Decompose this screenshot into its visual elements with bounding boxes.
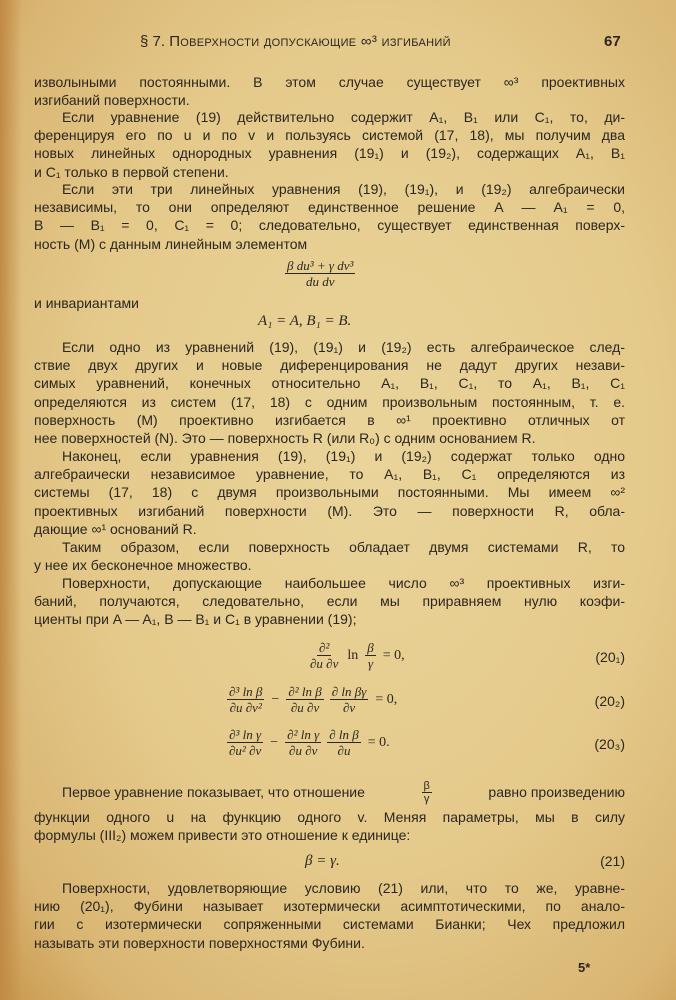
denominator: ∂u ∂v (310, 656, 339, 671)
text-line: Поверхности, допускающие наибольшее число ∞³ проективных изги- (62, 575, 625, 591)
section-title: Поверхности допускающие ∞³ изгибаний (169, 33, 451, 50)
rhs: = 0, (382, 647, 405, 663)
text-line: Поверхности, удовлетворяющие условию (21) или, что то же, уравне- (62, 880, 625, 896)
numerator: ∂ ln β (329, 727, 359, 742)
text-line: B — B₁ = 0, C₁ = 0; следовательно, существует единственная поверх- (34, 217, 625, 234)
equation-20-1 (305, 640, 409, 671)
minus: − (270, 734, 279, 750)
denominator: ∂u ∂v² (229, 700, 262, 715)
text-line: Если одно из уравнений (19), (19₁) и (19₂) есть алгебраическое след- (62, 339, 625, 355)
text-line: нию (20₁), Фубини называет изотермически асимптотическими, по анало- (34, 898, 625, 915)
denominator: ∂u² ∂v (229, 743, 262, 758)
numerator: ∂² ln β (288, 684, 322, 699)
text-line: изгибаний поверхности. (34, 92, 190, 109)
numerator: ∂³ ln β (229, 684, 263, 699)
text-line: нее поверхностей (N). Это — поверхность R (или R₀) с одним основанием R. (34, 430, 536, 446)
text-line: и инвариантами (34, 295, 139, 311)
formula-line-element (282, 258, 358, 289)
text-line: функции одного u на функцию одного v. Меняя параметры, мы в силу (34, 809, 625, 825)
text-line: баний, получаются, следовательно, если мы приравняем нулю коэфи- (34, 593, 625, 610)
minus: − (271, 691, 280, 707)
section-number: § 7. (140, 33, 166, 50)
text-line: Наконец, если уравнения (19), (19₁) и (19₂) содержат только одно (62, 448, 625, 464)
text-line: проективных изгибаний поверхности (M). Это — поверхности R, обла- (34, 502, 625, 519)
fraction (285, 727, 321, 758)
inline-fraction (422, 780, 432, 805)
page-edge-shadow (0, 0, 22, 1000)
ln: ln (347, 647, 359, 663)
text-segment: равно произведению (488, 784, 625, 800)
fraction (308, 640, 340, 671)
text-line: и C₁ только в первой степени. (34, 163, 229, 180)
text-line: ность (M) с данным линейным элементом (34, 235, 308, 252)
equation-label: (21) (600, 853, 625, 869)
text-segment: Первое уравнение показывает, что отношение (62, 784, 365, 800)
numerator: ∂ ln βγ (331, 684, 367, 699)
text-line: циенты при A — A₁, B — B₁ и C₁ в уравнении (19); (34, 611, 357, 628)
equation-20-3 (224, 727, 394, 758)
numerator: β du³ + γ dv³ (287, 258, 354, 273)
text-line: у нее их бесконечное множество. (34, 557, 252, 574)
denominator: du dv (305, 274, 335, 289)
page-number: 67 (604, 33, 621, 50)
text-line: ференцируя его по u и по v и пользуясь системой (17, 18), мы получим два (34, 127, 625, 144)
numerator: β (423, 779, 430, 792)
signature-mark: 5* (578, 960, 591, 975)
rhs: = 0. (367, 734, 390, 750)
text-line: гии с изотермически сопряженными системами Бианки; Чех предложил (34, 916, 625, 933)
numerator: ∂² ln γ (287, 727, 320, 742)
text-line: формулы (III₂) можем привести это отношение к единице: (34, 827, 411, 844)
fraction (327, 727, 361, 758)
numerator: ∂³ ln γ (229, 727, 262, 742)
text-line: ствие двух других и новые диференцирования не дадут других незави- (34, 357, 625, 374)
running-header (140, 33, 451, 51)
text-line: Если эти три линейных уравнения (19), (19₁), и (19₂) алгебраически (62, 181, 625, 197)
fraction (227, 727, 263, 758)
text-line: поверхность (M) проективно изгибается в ∞¹ проективно отличных от (34, 411, 625, 428)
text-line: дающие ∞¹ оснований R. (34, 520, 197, 537)
numerator: ∂² (319, 640, 330, 655)
fraction (330, 684, 369, 715)
denominator: ∂u ∂v (289, 743, 318, 758)
denominator: γ (367, 656, 374, 671)
rhs: = 0, (375, 691, 398, 707)
text-line: независимы, то они определяют единственное решение A — A₁ = 0, (34, 199, 625, 216)
numerator: β (367, 640, 374, 655)
text-line (62, 777, 625, 807)
text-line: Если уравнение (19) действительно содержит A₁, B₁ или C₁, то, ди- (62, 109, 625, 125)
text-line: симых уравнений, конечных относительно A₁, B₁, C₁, то A₁, B₁, C₁ (34, 375, 625, 392)
fraction (285, 258, 355, 289)
denominator: ∂u ∂v (290, 700, 320, 715)
denominator: ∂v (342, 700, 356, 715)
text-line: Таким образом, если поверхность обладает двумя системами R, то (62, 539, 625, 555)
fraction (227, 684, 264, 715)
denominator: ∂u (337, 743, 351, 758)
formula-invariants: A₁ = A, B₁ = B. (258, 313, 352, 329)
text-line: системы (17, 18) с двумя произвольными постоянными. Мы имеем ∞² (34, 484, 625, 501)
text-line: новых линейных однородных уравнения (19₁) и (19₂), содержащих A₁, B₁ (34, 145, 625, 162)
equation-label: (20₁) (595, 649, 625, 665)
denominator: γ (423, 792, 430, 805)
text-line: определяются из систем (17, 18) с одним произвольным постоянным, т. е. (34, 393, 625, 410)
fraction (286, 684, 323, 715)
equation-20-2 (224, 684, 401, 715)
text-line: алгебраически независимое уравнение, то A₁, B₁, C₁ определяются из (34, 466, 625, 483)
text-line: называть эти поверхности поверхностями Фубини. (34, 934, 365, 951)
text-line: изволыными постоянными. В этом случае существует ∞³ проективных (34, 74, 625, 90)
equation-21: β = γ. (305, 853, 340, 869)
equation-label: (20₂) (594, 693, 625, 709)
fraction (365, 640, 375, 671)
equation-label: (20₃) (594, 736, 625, 752)
